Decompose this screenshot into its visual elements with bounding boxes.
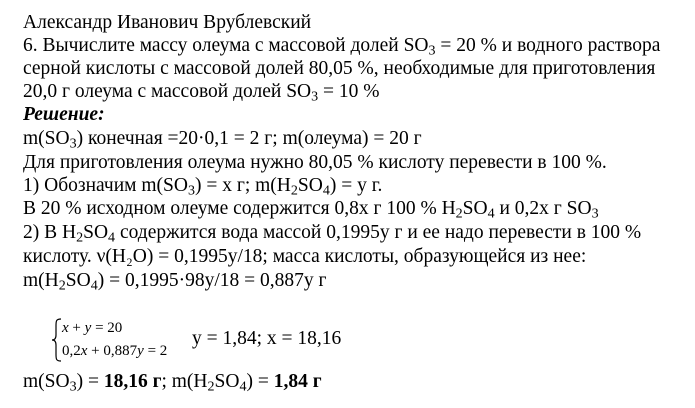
final-text-c: ; m(H — [161, 371, 208, 392]
solution-line-1 — [23, 128, 422, 150]
solution-line-4-sub-3: 3 — [591, 205, 599, 222]
final-answer-line — [23, 371, 322, 393]
solution-line-7 — [23, 270, 327, 292]
solution-line-5-sub-1: 2 — [76, 229, 84, 246]
solution-line-4-sub-1: 2 — [455, 205, 463, 222]
problem-line-3-text-a: 20,0 г олеума с массовой долей SO — [23, 81, 312, 102]
solution-line-3-sub-2: 2 — [290, 182, 298, 199]
system-answer — [192, 328, 341, 350]
solution-line-1-text-b: ) конечная =20·0,1 = 2 г; m(олеума) = 20 г — [76, 128, 422, 149]
solution-line-6 — [23, 246, 586, 268]
solution-line-2 — [23, 152, 607, 174]
solution-heading — [23, 104, 105, 126]
solution-line-7-sub-2: 4 — [90, 277, 98, 294]
solution-line-5-text-a: 2) В H — [23, 222, 77, 243]
solution-line-2-text: Для приготовления олеума нужно 80,05 % кислоту перевести в 100 %. — [23, 152, 607, 173]
problem-line-2-text: серной кислоты с массовой долей 80,05 %, необходимые для приготовления — [23, 58, 656, 79]
solution-line-3-sub-1: 3 — [187, 182, 195, 199]
solution-line-5-sub-2: 4 — [108, 229, 116, 246]
solution-line-6-text: кислоту. ν(H₂O) = 0,1995у/18; масса кислоты, образующейся из нее: — [23, 246, 587, 267]
solution-line-3-text-b: ) = х г; m(H — [194, 175, 291, 196]
problem-line-3 — [23, 81, 380, 103]
solution-line-3-text-d: ) = у г. — [329, 175, 383, 196]
solution-line-4-text-c: и 0,2х г SO — [494, 198, 592, 219]
solution-line-7-sub-1: 2 — [58, 277, 66, 294]
solution-line-5-text-c: содержится вода массой 0,1995у г и ее надо перевести в 100 % — [115, 222, 642, 243]
system-answer-text: у = 1,84; х = 18,16 — [192, 328, 342, 349]
solution-line-3-sub-3: 4 — [322, 182, 330, 199]
solution-line-5-text-b: SO — [83, 222, 109, 243]
solution-line-7-text-a: m(H — [23, 270, 59, 291]
equation-2 — [62, 342, 167, 360]
final-value-h2so4: 1,84 г — [273, 371, 322, 392]
solution-heading-text: Решение: — [23, 104, 105, 125]
problem-line-3-sub: 3 — [311, 88, 319, 105]
equation-2-x: x — [80, 343, 88, 359]
final-text-e: ) = — [246, 371, 274, 392]
problem-line-2 — [23, 58, 655, 80]
equation-1-y: y — [84, 320, 92, 336]
equation-1-rhs: = 20 — [91, 320, 123, 336]
equation-1 — [62, 319, 122, 337]
final-value-so3: 18,16 г — [103, 371, 162, 392]
equation-2-operator: + 0,887 — [87, 343, 138, 359]
final-sub-1: 3 — [69, 378, 77, 395]
solution-line-3-text-a: 1) Обозначим m(SO — [23, 175, 188, 196]
problem-line-1-text-b: = 20 % и водного раствора — [435, 35, 661, 56]
author-name — [23, 12, 311, 34]
problem-line-1 — [23, 35, 660, 57]
final-sub-2: 2 — [207, 378, 215, 395]
solution-line-5 — [23, 222, 641, 244]
solution-line-1-sub: 3 — [69, 135, 77, 152]
solution-line-4-sub-2: 4 — [487, 205, 495, 222]
equation-system — [50, 318, 200, 362]
solution-line-7-text-b: SO — [65, 270, 91, 291]
final-sub-3: 4 — [239, 378, 247, 395]
equation-1-x: x — [62, 320, 69, 336]
equation-2-y: y — [137, 343, 144, 359]
solution-line-4-text-a: В 20 % исходном олеуме содержится 0,8х г 100 % H — [23, 198, 456, 219]
solution-line-3-text-c: SO — [297, 175, 323, 196]
final-text-d: SO — [214, 371, 240, 392]
final-text-a: m(SO — [23, 371, 70, 392]
solution-line-7-text-c: ) = 0,1995·98у/18 = 0,887у г — [97, 270, 327, 291]
solution-line-3 — [23, 175, 382, 197]
problem-line-3-text-b: = 10 % — [318, 81, 380, 102]
author-text: Александр Иванович Врублевский — [23, 12, 312, 33]
solution-line-4-text-b: SO — [462, 198, 488, 219]
final-text-b: ) = — [76, 371, 104, 392]
solution-line-4 — [23, 198, 599, 220]
equation-2-coefficient: 0,2 — [62, 343, 81, 359]
problem-line-1-text-a: 6. Вычислите массу олеума с массовой долей SO — [23, 35, 429, 56]
solution-line-1-text-a: m(SO — [23, 128, 70, 149]
equation-2-rhs: = 2 — [143, 343, 168, 359]
equation-1-operator: + — [68, 320, 85, 336]
problem-line-1-sub: 3 — [428, 42, 436, 59]
